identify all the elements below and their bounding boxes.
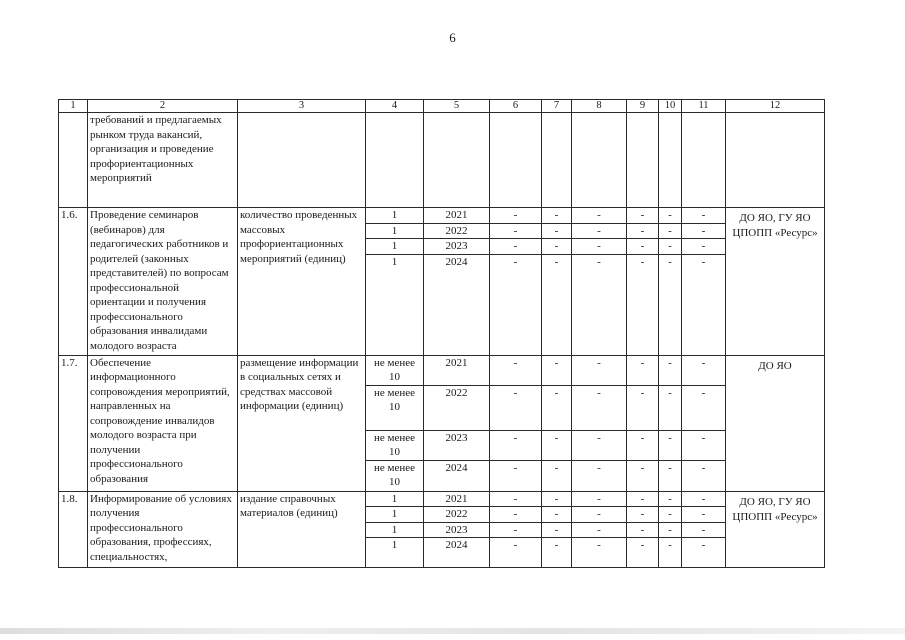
table-cell [490, 113, 542, 208]
funding-cell: - [659, 239, 682, 255]
year-cell: 2023 [424, 430, 490, 460]
indicator-value: 1 [366, 522, 424, 538]
funding-cell: - [490, 507, 542, 523]
year-cell: 2024 [424, 254, 490, 355]
funding-cell: - [542, 254, 572, 355]
indicator-value: 1 [366, 538, 424, 568]
year-cell: 2021 [424, 208, 490, 224]
year-cell: 2024 [424, 460, 490, 491]
funding-cell: - [627, 491, 659, 507]
funding-cell: - [572, 430, 627, 460]
table-cell [627, 113, 659, 208]
funding-cell: - [659, 538, 682, 568]
table-cell [366, 113, 424, 208]
funding-cell: - [572, 208, 627, 224]
funding-cell: - [627, 223, 659, 239]
funding-cell: - [659, 208, 682, 224]
table-cell [59, 113, 88, 208]
header-cell: 7 [542, 100, 572, 113]
funding-cell: - [682, 491, 726, 507]
funding-cell: - [572, 538, 627, 568]
header-cell: 6 [490, 100, 542, 113]
measure-number: 1.6. [59, 208, 88, 356]
scan-edge [0, 628, 905, 634]
funding-cell: - [572, 491, 627, 507]
executor-cell: ДО ЯО, ГУ ЯО ЦПОПП «Ресурс» [726, 208, 825, 356]
funding-cell: - [682, 538, 726, 568]
funding-cell: - [490, 254, 542, 355]
funding-cell: - [659, 254, 682, 355]
funding-cell: - [542, 430, 572, 460]
measure-name: Обеспечение информационного сопровождения мероприятий, направленных на сопровождение инвалидов молодого возраста при получении профессионального образования [88, 355, 238, 491]
funding-cell: - [490, 538, 542, 568]
funding-cell: - [490, 385, 542, 430]
funding-cell: - [572, 355, 627, 385]
header-cell: 8 [572, 100, 627, 113]
funding-cell: - [659, 223, 682, 239]
funding-cell: - [627, 460, 659, 491]
funding-cell: - [682, 355, 726, 385]
funding-cell: - [627, 254, 659, 355]
indicator-value: 1 [366, 239, 424, 255]
funding-cell: - [627, 507, 659, 523]
funding-cell: - [682, 460, 726, 491]
funding-cell: - [572, 507, 627, 523]
year-cell: 2021 [424, 355, 490, 385]
header-cell: 4 [366, 100, 424, 113]
table-cell [542, 113, 572, 208]
funding-cell: - [542, 507, 572, 523]
funding-cell: - [542, 385, 572, 430]
indicator-value: 1 [366, 223, 424, 239]
header-cell: 3 [238, 100, 366, 113]
funding-cell: - [627, 385, 659, 430]
continuation-row [59, 113, 825, 208]
funding-cell: - [542, 522, 572, 538]
table-cell [682, 113, 726, 208]
funding-cell: - [490, 491, 542, 507]
year-cell: 2023 [424, 239, 490, 255]
funding-cell: - [682, 223, 726, 239]
funding-cell: - [542, 239, 572, 255]
funding-cell: - [659, 507, 682, 523]
year-cell: 2022 [424, 223, 490, 239]
year-cell: 2023 [424, 522, 490, 538]
funding-cell: - [490, 460, 542, 491]
executor-cell: ДО ЯО [726, 355, 825, 491]
funding-cell: - [572, 223, 627, 239]
year-cell: 2022 [424, 507, 490, 523]
header-cell: 11 [682, 100, 726, 113]
measure-name-continuation: требований и предлагаемых рынком труда вакансий, организация и проведение профориентационных мероприятий [88, 113, 238, 208]
funding-cell: - [659, 355, 682, 385]
page-number: 6 [449, 30, 456, 45]
funding-cell: - [682, 522, 726, 538]
header-cell: 1 [59, 100, 88, 113]
funding-cell: - [542, 460, 572, 491]
header-cell: 5 [424, 100, 490, 113]
funding-cell: - [627, 538, 659, 568]
indicator-value: не менее 10 [366, 385, 424, 430]
funding-cell: - [682, 430, 726, 460]
indicator-value: не менее 10 [366, 430, 424, 460]
table-row [59, 491, 825, 507]
indicator-value: 1 [366, 208, 424, 224]
header-cell: 9 [627, 100, 659, 113]
measure-number: 1.7. [59, 355, 88, 491]
indicator-value: 1 [366, 491, 424, 507]
funding-cell: - [627, 239, 659, 255]
funding-cell: - [572, 522, 627, 538]
measures-table [58, 99, 825, 568]
indicator-name: издание справочных материалов (единиц) [238, 491, 366, 568]
indicator-name: размещение информации в социальных сетях и средствах массовой информации (единиц) [238, 355, 366, 491]
header-cell: 2 [88, 100, 238, 113]
table-row [59, 355, 825, 385]
indicator-value: не менее 10 [366, 355, 424, 385]
funding-cell: - [490, 430, 542, 460]
funding-cell: - [659, 491, 682, 507]
header-cell: 12 [726, 100, 825, 113]
funding-cell: - [542, 538, 572, 568]
funding-cell: - [627, 430, 659, 460]
year-cell: 2021 [424, 491, 490, 507]
funding-cell: - [490, 239, 542, 255]
funding-cell: - [572, 239, 627, 255]
column-number-header [59, 100, 825, 113]
table-cell [726, 113, 825, 208]
table-cell [572, 113, 627, 208]
measure-name: Информирование об условиях получения профессионального образования, профессиях, специальностях, [88, 491, 238, 568]
funding-cell: - [542, 208, 572, 224]
indicator-value: 1 [366, 254, 424, 355]
funding-cell: - [572, 385, 627, 430]
funding-cell: - [627, 355, 659, 385]
measure-number: 1.8. [59, 491, 88, 568]
funding-cell: - [659, 522, 682, 538]
funding-cell: - [682, 507, 726, 523]
year-cell: 2024 [424, 538, 490, 568]
year-cell: 2022 [424, 385, 490, 430]
funding-cell: - [572, 254, 627, 355]
funding-cell: - [627, 522, 659, 538]
indicator-value: 1 [366, 507, 424, 523]
funding-cell: - [490, 522, 542, 538]
table-cell [424, 113, 490, 208]
funding-cell: - [490, 208, 542, 224]
funding-cell: - [572, 460, 627, 491]
table-row [59, 208, 825, 224]
funding-cell: - [659, 385, 682, 430]
funding-cell: - [490, 355, 542, 385]
header-cell: 10 [659, 100, 682, 113]
funding-cell: - [659, 460, 682, 491]
table-cell [238, 113, 366, 208]
funding-cell: - [542, 491, 572, 507]
executor-cell: ДО ЯО, ГУ ЯО ЦПОПП «Ресурс» [726, 491, 825, 568]
funding-cell: - [682, 208, 726, 224]
funding-cell: - [682, 385, 726, 430]
indicator-value: не менее 10 [366, 460, 424, 491]
table-cell [659, 113, 682, 208]
funding-cell: - [659, 430, 682, 460]
funding-cell: - [542, 223, 572, 239]
funding-cell: - [682, 254, 726, 355]
measure-name: Проведение семинаров (вебинаров) для педагогических работников и родителей (законных представителей) по вопросам профессиональной ориентации и получения профессионального образования инвалидами молодого возраста [88, 208, 238, 356]
funding-cell: - [682, 239, 726, 255]
funding-cell: - [542, 355, 572, 385]
funding-cell: - [490, 223, 542, 239]
indicator-name: количество проведенных массовых профориентационных мероприятий (единиц) [238, 208, 366, 356]
funding-cell: - [627, 208, 659, 224]
